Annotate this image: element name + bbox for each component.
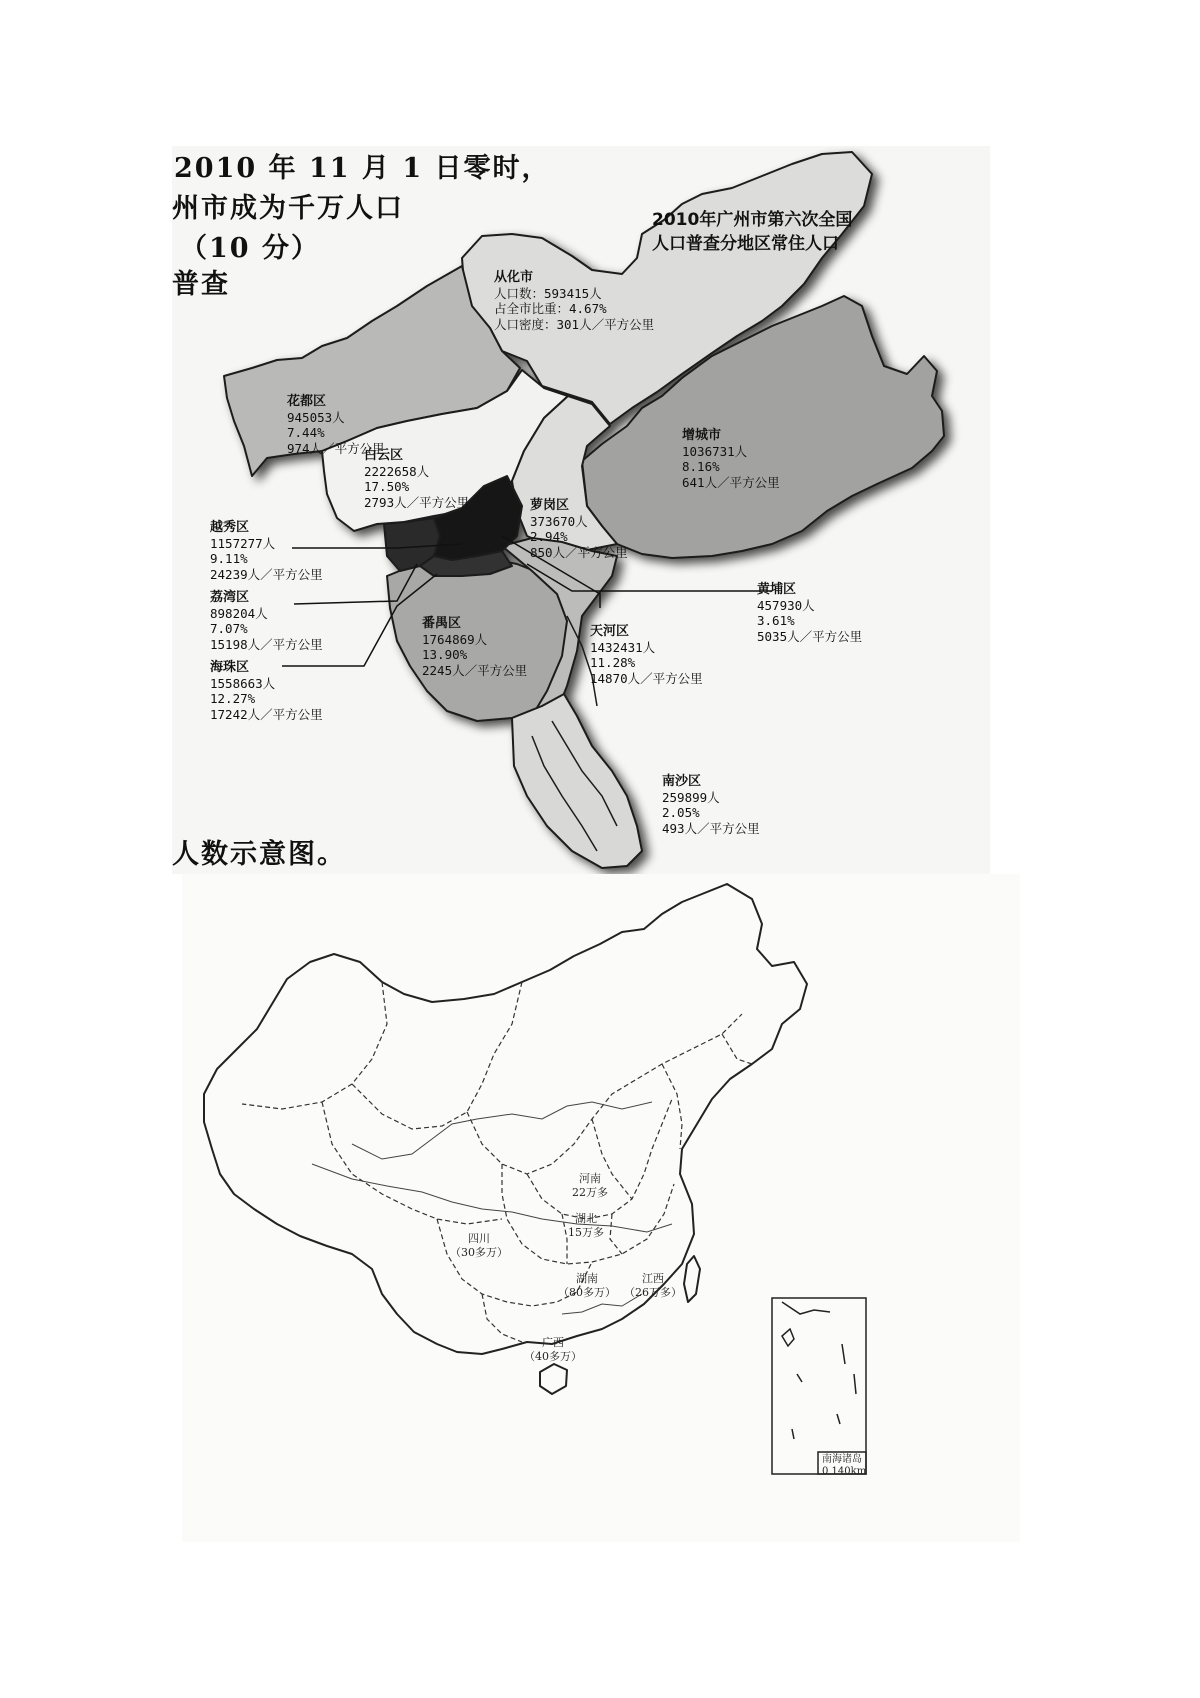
river [352,1102,652,1159]
province-name: 湖北 [575,1212,597,1225]
hainan-island [540,1364,567,1394]
district-value: 373670人 [530,513,588,529]
district-name: 番禺区 [422,616,462,631]
label-luogang [530,498,628,560]
inset-title: 南海诸岛 [822,1454,862,1465]
district-name: 增城市 [682,428,722,443]
province-label-hunan [558,1272,616,1300]
district-value: 14870人／平方公里 [590,670,703,686]
district-value: 11.28% [590,655,636,670]
district-name: 越秀区 [210,520,250,535]
district-value: 17242人／平方公里 [210,706,323,722]
district-value: 24239人／平方公里 [210,566,323,582]
province-boundary [527,1099,672,1219]
district-value: 2245人／平方公里 [422,662,528,678]
question-header-line: 州市成为千万人口 [172,193,404,224]
china-outline [204,884,807,1354]
district-value: 493人／平方公里 [662,820,760,836]
map-title-line: 2010年广州市第六次全国 [652,210,853,230]
taiwan-island [684,1256,700,1302]
question-footer-line: 人数示意图。 [172,839,346,870]
district-value: 3.61% [757,613,795,628]
district-name: 黄埔区 [757,582,797,597]
district-name: 海珠区 [210,660,250,675]
district-value: 2.05% [662,805,700,820]
district-value: 1432431人 [590,639,656,655]
province-value: 15万多 [568,1226,604,1239]
district-value: 641人／平方公里 [682,474,780,490]
district-value: 1036731人 [682,443,748,459]
district-value: 12.27% [210,691,256,706]
label-haizhu [210,660,323,722]
province-value: （30多万） [450,1246,508,1259]
district-value: 5035人／平方公里 [757,628,863,644]
inset-island [792,1344,856,1439]
province-name: 湖南 [576,1272,598,1285]
question-header-line: 普查 [172,269,230,300]
district-value: 占全市比重：4.67% [494,301,607,316]
district-value: 15198人／平方公里 [210,636,323,652]
province-label-jiangxi [624,1272,682,1300]
province-boundary [610,1214,622,1254]
district-value: 1764869人 [422,631,488,647]
district-value: 974人／平方公里 [287,440,385,456]
label-yuexiu [210,520,323,582]
province-name: 河南 [579,1172,601,1185]
province-value: 22万多 [572,1186,608,1199]
district-value: 259899人 [662,789,720,805]
south-china-sea-inset-frame [772,1298,866,1474]
district-value: 1558663人 [210,675,276,691]
district-name: 萝岗区 [530,498,570,513]
province-value: （80多万） [558,1286,616,1299]
label-tianhe [590,624,703,686]
district-value: 2.94% [530,529,568,544]
question-header-line: （10 分） [180,233,320,264]
province-label-sichuan [450,1232,508,1260]
label-panyu [422,616,527,678]
inset-caption [822,1454,866,1478]
province-boundary [662,1064,682,1149]
province-label-guangxi [524,1336,582,1364]
province-boundary [352,982,522,1129]
province-value: （40多万） [524,1350,582,1363]
district-value: 945053人 [287,409,345,425]
province-boundary [242,982,387,1109]
province-value: （26万多） [624,1286,682,1299]
district-value: 850人／平方公里 [530,544,628,560]
province-name: 广西 [542,1336,564,1349]
label-zengcheng [682,428,780,490]
label-baiyun [364,448,469,510]
district-name: 白云区 [364,448,404,463]
label-nansha [662,774,760,836]
district-value: 2793人／平方公里 [364,494,470,510]
district-nansha [512,694,642,868]
province-boundary [322,1102,502,1224]
district-name: 天河区 [590,624,630,639]
label-conghua [494,270,654,332]
province-label-henan [572,1172,608,1200]
district-value: 2222658人 [364,463,430,479]
province-label-hubei [568,1212,604,1240]
province-boundary [482,1294,522,1342]
inset-coastline [782,1302,830,1346]
district-value: 457930人 [757,597,815,613]
china-map-graphic [182,874,1020,1542]
province-name: 江西 [642,1272,664,1285]
district-value: 13.90% [422,647,468,662]
map-title-line: 人口普查分地区常住人口 [652,234,839,254]
label-huadu [287,394,385,456]
district-value: 7.44% [287,425,325,440]
district-name: 从化市 [494,270,534,285]
china-migrant-map [182,874,1020,1542]
district-value: 7.07% [210,621,248,636]
district-value: 1157277人 [210,535,276,551]
district-value: 898204人 [210,605,268,621]
label-huangpu [757,582,862,644]
map-title [652,208,852,256]
province-name: 四川 [468,1232,490,1245]
inset-scale: 0 140km [822,1466,867,1477]
district-value: 人口数：593415人 [494,285,602,301]
district-value: 8.16% [682,459,720,474]
district-value: 人口密度：301人／平方公里 [494,316,655,332]
question-header-line: 2010 年 11 月 1 日零时， [174,153,551,184]
district-name: 荔湾区 [210,590,250,605]
district-value: 17.50% [364,479,410,494]
district-name: 花都区 [287,394,327,409]
river [312,1164,672,1232]
label-liwan [210,590,323,652]
district-value: 9.11% [210,551,248,566]
guangzhou-population-map [172,146,990,874]
district-name: 南沙区 [662,774,702,789]
province-boundary [467,1014,742,1174]
province-boundary [722,1034,752,1064]
